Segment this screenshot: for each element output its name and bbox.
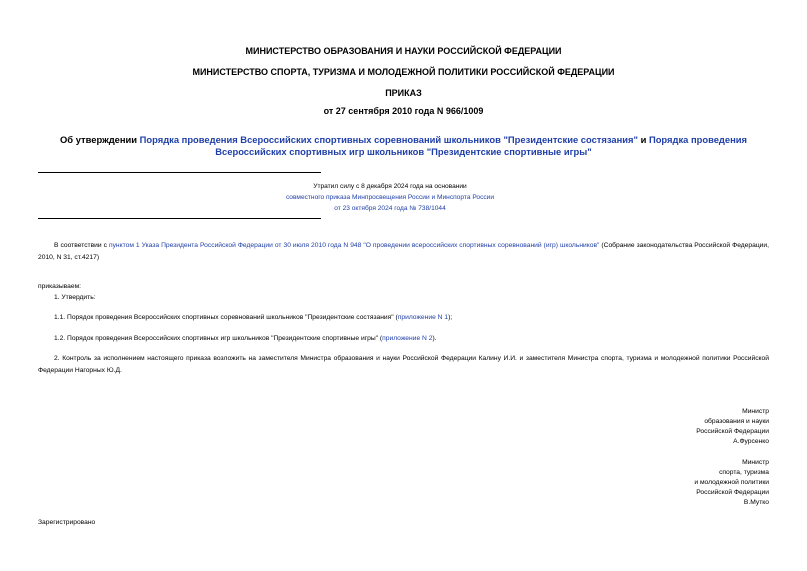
sig2-line: спорта, туризма <box>719 469 769 476</box>
order-word: приказываем: <box>38 283 82 290</box>
intro-paragraph <box>38 240 769 264</box>
signature-sport-minister <box>569 458 769 508</box>
divider-bottom <box>38 218 321 219</box>
sig2-line: Министр <box>742 459 769 466</box>
item-1-1-link-appendix-1[interactable]: приложение N 1 <box>397 314 449 321</box>
item-1-1-text: 1.1. Порядок проведения Всероссийских спортивных соревнований школьников "Президентские состязания" ( <box>54 314 398 321</box>
title-middle: и <box>637 134 649 145</box>
title-link-presidential-contests[interactable]: Порядка проведения Всероссийских спортивных соревнований школьников "Президентские состязания" <box>139 134 638 145</box>
intro-suffix: (Собрание законодательства Российской Федерации, 2010, N 31, ст.4217) <box>38 242 769 261</box>
sig1-line: Министр <box>742 408 769 415</box>
item-1: 1. Утвердить: <box>54 294 96 301</box>
item-1-2 <box>54 335 437 342</box>
item-1-2-end: ). <box>432 335 437 342</box>
title-link-presidential-games[interactable]: Порядка проведения Всероссийских спортивных игр школьников "Президентские спортивные игры" <box>215 134 747 157</box>
item-1-1 <box>54 314 452 321</box>
ministry-sport-heading: МИНИСТЕРСТВО СПОРТА, ТУРИЗМА И МОЛОДЕЖНОЙ ПОЛИТИКИ РОССИЙСКОЙ ФЕДЕРАЦИИ <box>192 67 615 77</box>
item-1-2-text: 1.2. Порядок проведения Всероссийских спортивных игр школьников "Президентские спортивные игры" ( <box>54 335 383 342</box>
registered-note: Зарегистрировано <box>38 519 96 526</box>
item-1-2-link-appendix-2[interactable]: приложение N 2 <box>382 335 433 342</box>
sig1-line: Российской Федерации <box>696 428 769 435</box>
sig2-name: В.Мутко <box>743 499 769 506</box>
status-line-1: Утратил силу с 8 декабря 2024 года на основании <box>313 183 467 190</box>
intro-link-decree[interactable]: пунктом 1 Указа Президента Российской Федерации от 30 июля 2010 года N 948 "О проведении всероссийских спортивных соревнований (игр) школьников" <box>108 242 600 249</box>
sig1-name: А.Фурсенко <box>733 438 769 445</box>
intro-prefix: В соответствии с <box>54 242 109 249</box>
status-link-joint-order[interactable]: совместного приказа Минпросвещения России и Минспорта России <box>285 194 495 201</box>
status-link-order-number[interactable]: от 23 октября 2024 года № 738/1044 <box>334 205 446 212</box>
sig2-line: Российской Федерации <box>696 489 769 496</box>
status-note <box>180 181 600 214</box>
item-1-1-end: ); <box>448 314 453 321</box>
document-title <box>30 134 777 158</box>
document-date-number: от 27 сентября 2010 года N 966/1009 <box>323 106 484 116</box>
title-prefix: Об утверждении <box>60 134 140 145</box>
sig2-line: и молодежной политики <box>694 479 769 486</box>
divider-top <box>38 172 321 173</box>
item-2: 2. Контроль за исполнением настоящего приказа возложить на заместителя Министра образования и науки Российской Федерации Калину И.И. и заместителя Министра спорта, туризма и молодежной политики Российской Федерации Нагорных Ю.Д. <box>38 355 769 374</box>
ministry-education-heading: МИНИСТЕРСТВО ОБРАЗОВАНИЯ И НАУКИ РОССИЙСКОЙ ФЕДЕРАЦИИ <box>245 46 562 56</box>
document-type: ПРИКАЗ <box>385 88 422 98</box>
sig1-line: образования и науки <box>704 418 769 425</box>
signature-education-minister <box>569 407 769 447</box>
